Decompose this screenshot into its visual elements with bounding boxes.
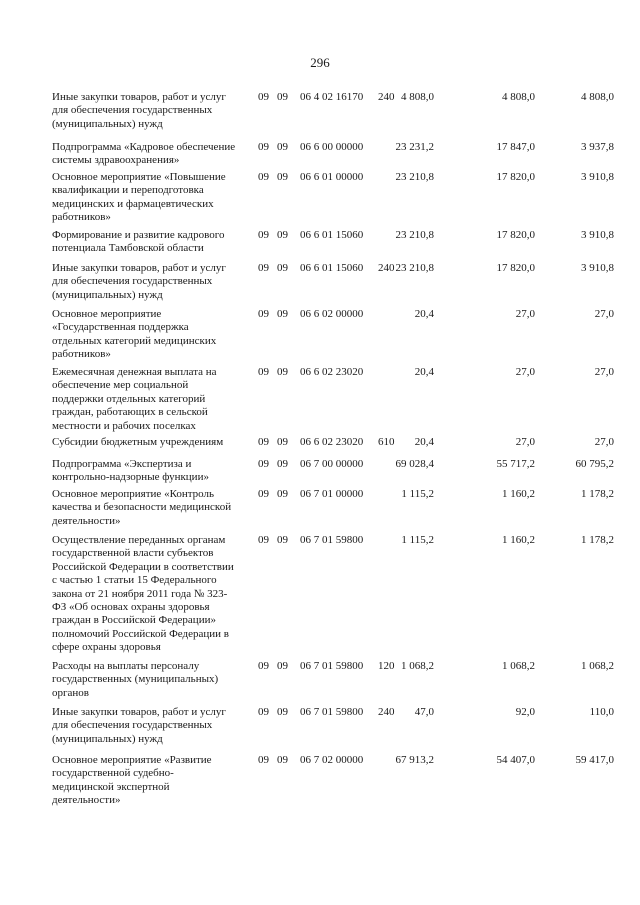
amount-year-3: 110,0	[589, 706, 614, 718]
section-code: 09	[258, 458, 269, 470]
row-description	[52, 754, 252, 808]
row-description-line: ФЗ «Об основах охраны здоровья	[52, 601, 210, 614]
expense-type-code: 240	[378, 706, 395, 718]
row-description	[52, 308, 252, 362]
amount-year-2: 27,0	[515, 308, 535, 320]
amount-year-2: 17 820,0	[496, 229, 535, 241]
row-description-line: полномочий Российской Федерации в	[52, 627, 229, 640]
amount-year-3: 1 178,2	[581, 488, 614, 500]
section-code: 09	[258, 262, 269, 274]
amount-year-3: 3 937,8	[581, 141, 614, 153]
amount-year-2: 1 160,2	[502, 534, 535, 546]
target-article-code: 06 6 01 15060	[300, 262, 364, 274]
row-description-line: поддержки отдельных категорий	[52, 392, 206, 405]
expense-type-code: 610	[378, 436, 395, 448]
section-code: 09	[258, 754, 269, 766]
section-code: 09	[258, 534, 269, 546]
row-description-line: Российской Федерации в соответствии	[52, 560, 234, 573]
row-description-line: Основное мероприятие	[52, 308, 162, 320]
row-description-line: квалификации и переподготовка	[52, 184, 204, 197]
row-description-line: для обеспечения государственных	[52, 719, 213, 732]
amount-year-1: 23 231,2	[395, 141, 434, 153]
row-description-line: государственных (муниципальных)	[52, 673, 219, 686]
row-description-line: Осуществление переданных органам	[52, 534, 226, 546]
amount-year-3: 3 910,8	[581, 262, 614, 274]
section-code: 09	[258, 706, 269, 718]
amount-year-2: 1 160,2	[502, 488, 535, 500]
subsection-code: 09	[277, 534, 288, 546]
amount-year-1: 23 210,8	[395, 262, 434, 274]
row-description-line: органов	[52, 686, 89, 699]
row-description-line: государственной судебно-	[52, 767, 174, 780]
subsection-code: 09	[277, 141, 288, 153]
amount-year-1: 67 913,2	[395, 754, 434, 766]
section-code: 09	[258, 366, 269, 378]
row-description-line: Основное мероприятие «Контроль	[52, 488, 215, 500]
row-description-line: Расходы на выплаты персоналу	[52, 660, 200, 672]
target-article-code: 06 7 01 59800	[300, 660, 364, 672]
page-number: 296	[310, 55, 330, 70]
row-description	[52, 262, 252, 302]
row-description-line: деятельности»	[52, 794, 121, 807]
amount-year-1: 20,4	[414, 436, 434, 448]
amount-year-3: 27,0	[594, 436, 614, 448]
target-article-code: 06 7 01 59800	[300, 534, 364, 546]
subsection-code: 09	[277, 488, 288, 500]
amount-year-1: 1 068,2	[401, 660, 434, 672]
amount-year-3: 1 068,2	[581, 660, 614, 672]
row-description-line: работников»	[52, 348, 111, 361]
amount-year-3: 27,0	[594, 366, 614, 378]
row-description-line: Подпрограмма «Экспертиза и	[52, 458, 192, 470]
amount-year-1: 47,0	[414, 706, 434, 718]
row-description	[52, 229, 252, 256]
subsection-code: 09	[277, 436, 288, 448]
row-description-line: работников»	[52, 211, 111, 224]
row-description	[52, 436, 252, 449]
target-article-code: 06 6 02 23020	[300, 366, 364, 378]
row-description	[52, 458, 252, 485]
row-description	[52, 171, 252, 225]
amount-year-3: 3 910,8	[581, 171, 614, 183]
section-code: 09	[258, 308, 269, 320]
row-description	[52, 706, 252, 746]
row-description-line: граждан в Российской Федерации»	[52, 614, 216, 627]
amount-year-1: 20,4	[414, 366, 434, 378]
target-article-code: 06 7 01 59800	[300, 706, 364, 718]
row-description-line: Иные закупки товаров, работ и услуг	[52, 706, 226, 718]
row-description-line: (муниципальных) нужд	[52, 117, 163, 130]
row-description-line: системы здравоохранения»	[52, 154, 180, 167]
amount-year-2: 1 068,2	[502, 660, 535, 672]
row-description-line: местности и рабочих поселках	[52, 419, 196, 432]
target-article-code: 06 7 00 00000	[300, 458, 364, 470]
subsection-code: 09	[277, 262, 288, 274]
row-description-line: государственной власти субъектов	[52, 547, 214, 560]
row-description-line: граждан, работающих в сельской	[52, 406, 208, 419]
row-description	[52, 141, 252, 168]
amount-year-1: 23 210,8	[395, 171, 434, 183]
amount-year-2: 17 820,0	[496, 171, 535, 183]
target-article-code: 06 7 02 00000	[300, 754, 364, 766]
row-description-line: Основное мероприятие «Развитие	[52, 754, 212, 766]
target-article-code: 06 6 02 23020	[300, 436, 364, 448]
target-article-code: 06 6 00 00000	[300, 141, 364, 153]
row-description-line: отдельных категорий медицинских	[52, 334, 217, 347]
amount-year-2: 27,0	[515, 366, 535, 378]
row-description-line: Ежемесячная денежная выплата на	[52, 366, 217, 378]
amount-year-2: 27,0	[515, 436, 535, 448]
amount-year-3: 1 178,2	[581, 534, 614, 546]
row-description-line: деятельности»	[52, 514, 121, 527]
row-description-line: Иные закупки товаров, работ и услуг	[52, 262, 226, 274]
expense-type-code: 120	[378, 660, 395, 672]
row-description	[52, 534, 252, 655]
subsection-code: 09	[277, 754, 288, 766]
amount-year-1: 69 028,4	[395, 458, 434, 470]
row-description-line: потенциала Тамбовской области	[52, 242, 204, 255]
subsection-code: 09	[277, 706, 288, 718]
row-description-line: Субсидии бюджетным учреждениям	[52, 436, 224, 448]
amount-year-2: 54 407,0	[496, 754, 535, 766]
row-description	[52, 366, 252, 433]
row-description-line: качества и безопасности медицинской	[52, 501, 232, 514]
amount-year-1: 1 115,2	[401, 488, 434, 500]
row-description-line: с частью 1 статьи 15 Федерального	[52, 574, 217, 587]
section-code: 09	[258, 229, 269, 241]
subsection-code: 09	[277, 229, 288, 241]
amount-year-2: 4 808,0	[502, 91, 535, 103]
target-article-code: 06 7 01 00000	[300, 488, 364, 500]
row-description-line: Основное мероприятие «Повышение	[52, 171, 226, 183]
row-description	[52, 660, 252, 700]
row-description-line: медицинской экспертной	[52, 780, 170, 793]
row-description-line: сфере охраны здоровья	[52, 641, 161, 654]
amount-year-2: 92,0	[515, 706, 535, 718]
amount-year-1: 20,4	[414, 308, 434, 320]
amount-year-3: 3 910,8	[581, 229, 614, 241]
row-description-line: контрольно-надзорные функции»	[52, 471, 209, 484]
section-code: 09	[258, 488, 269, 500]
amount-year-3: 60 795,2	[575, 458, 614, 470]
amount-year-3: 4 808,0	[581, 91, 614, 103]
subsection-code: 09	[277, 458, 288, 470]
target-article-code: 06 4 02 16170	[300, 91, 364, 103]
row-description-line: «Государственная поддержка	[52, 321, 189, 334]
amount-year-1: 4 808,0	[401, 91, 434, 103]
amount-year-2: 17 820,0	[496, 262, 535, 274]
row-description-line: (муниципальных) нужд	[52, 732, 163, 745]
subsection-code: 09	[277, 366, 288, 378]
row-description-line: для обеспечения государственных	[52, 104, 213, 117]
amount-year-2: 17 847,0	[496, 141, 535, 153]
section-code: 09	[258, 141, 269, 153]
amount-year-1: 1 115,2	[401, 534, 434, 546]
subsection-code: 09	[277, 660, 288, 672]
target-article-code: 06 6 02 00000	[300, 308, 364, 320]
row-description-line: Формирование и развитие кадрового	[52, 229, 225, 241]
section-code: 09	[258, 171, 269, 183]
section-code: 09	[258, 91, 269, 103]
amount-year-3: 59 417,0	[575, 754, 614, 766]
expense-type-code: 240	[378, 91, 395, 103]
target-article-code: 06 6 01 15060	[300, 229, 364, 241]
expense-type-code: 240	[378, 262, 395, 274]
subsection-code: 09	[277, 91, 288, 103]
subsection-code: 09	[277, 308, 288, 320]
section-code: 09	[258, 436, 269, 448]
amount-year-3: 27,0	[594, 308, 614, 320]
section-code: 09	[258, 660, 269, 672]
row-description-line: Подпрограмма «Кадровое обеспечение	[52, 141, 236, 153]
row-description-line: Иные закупки товаров, работ и услуг	[52, 91, 226, 103]
row-description-line: закона от 21 ноября 2011 года № 323-	[52, 587, 228, 600]
row-description	[52, 91, 252, 131]
target-article-code: 06 6 01 00000	[300, 171, 364, 183]
row-description-line: обеспечение мер социальной	[52, 379, 189, 392]
row-description-line: для обеспечения государственных	[52, 275, 213, 288]
amount-year-2: 55 717,2	[496, 458, 535, 470]
subsection-code: 09	[277, 171, 288, 183]
row-description-line: (муниципальных) нужд	[52, 288, 163, 301]
amount-year-1: 23 210,8	[395, 229, 434, 241]
row-description-line: медицинских и фармацевтических	[52, 197, 214, 210]
row-description	[52, 488, 252, 528]
